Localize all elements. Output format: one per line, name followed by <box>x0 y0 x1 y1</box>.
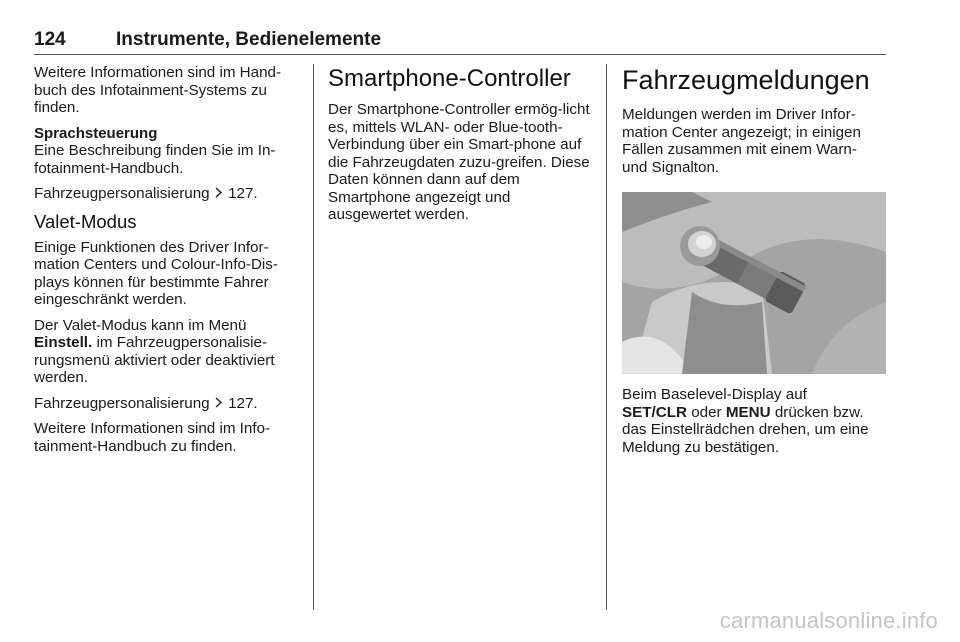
caption-post: drücken bzw. das Einstellrädchen drehen, um eine Meldung zu bestätigen. <box>622 403 869 456</box>
paragraph-smartphone-controller: Der Smartphone-Controller ermög-licht es, mittels WLAN- oder Blue-tooth-Verbindung über ein Smart-phone auf die Fahrzeugdaten zuzu-greifen. Diese Daten können dann auf dem Smartphone angezeigt und ausgewertet werden. <box>328 101 590 223</box>
paragraph-sprachsteuerung: Eine Beschreibung finden Sie im In-fotainment-Handbuch. <box>34 142 276 177</box>
button-name-set-clr: SET/CLR <box>622 403 687 421</box>
column-right <box>622 64 886 464</box>
column-divider-2 <box>606 64 607 610</box>
reference-page: 127. <box>228 185 258 202</box>
page-reference-arrow-icon <box>214 395 224 413</box>
page-reference-arrow-icon <box>214 185 224 203</box>
reference-text: Fahrzeugpersonalisierung <box>34 394 210 412</box>
heading-valet-modus: Valet-Modus <box>34 210 137 232</box>
paragraph-valet-1: Einige Funktionen des Driver Infor-mation Centers und Colour-Info-Dis-plays können für bestimmte Fahrer eingeschränkt werden. <box>34 238 278 308</box>
heading-sprachsteuerung: Sprachsteuerung <box>34 124 158 142</box>
reference-fahrzeugpersonalisierung-2[interactable] <box>34 395 296 413</box>
header-rule <box>34 54 886 55</box>
paragraph-valet-2 <box>34 317 296 387</box>
paragraph-fahrzeugmeldungen: Meldungen werden im Driver Infor-mation Center angezeigt; in einigen Fällen zusammen mit einem Warn- und Signalton. <box>622 106 861 176</box>
column-left <box>34 64 296 463</box>
column-middle <box>328 64 590 232</box>
valet-text-post: im Fahrzeugpersonalisie-rungsmenü aktiviert oder deaktiviert werden. <box>34 334 275 386</box>
reference-fahrzeugpersonalisierung-1[interactable] <box>34 185 296 203</box>
paragraph-infotainment-handbuch: Weitere Informationen sind im Info-tainment-Handbuch zu finden. <box>34 420 271 455</box>
button-name-menu: MENU <box>725 403 771 421</box>
watermark: carmanualsonline.info <box>719 608 938 633</box>
caption-mid: oder <box>691 403 722 421</box>
chapter-title: Instrumente, Bedienelemente <box>116 29 382 50</box>
page-number: 124 <box>34 29 66 50</box>
caption-pre: Beim Baselevel-Display auf <box>622 386 807 403</box>
paragraph-infotainment-ref: Weitere Informationen sind im Hand-buch des Infotainment-Systems zu finden. <box>34 64 282 116</box>
reference-page: 127. <box>228 394 258 412</box>
heading-smartphone-controller: Smartphone-Controller <box>328 65 571 92</box>
page-header <box>34 28 886 52</box>
steering-column-stalk-photo <box>622 192 886 374</box>
column-divider-1 <box>313 64 314 610</box>
valet-text-pre: Der Valet-Modus kann im Menü <box>34 316 247 334</box>
heading-fahrzeugmeldungen: Fahrzeugmeldungen <box>622 65 870 95</box>
paragraph-baselevel-display <box>622 386 886 456</box>
reference-text: Fahrzeugpersonalisierung <box>34 185 210 202</box>
menu-name-einstell: Einstell. <box>34 334 93 351</box>
